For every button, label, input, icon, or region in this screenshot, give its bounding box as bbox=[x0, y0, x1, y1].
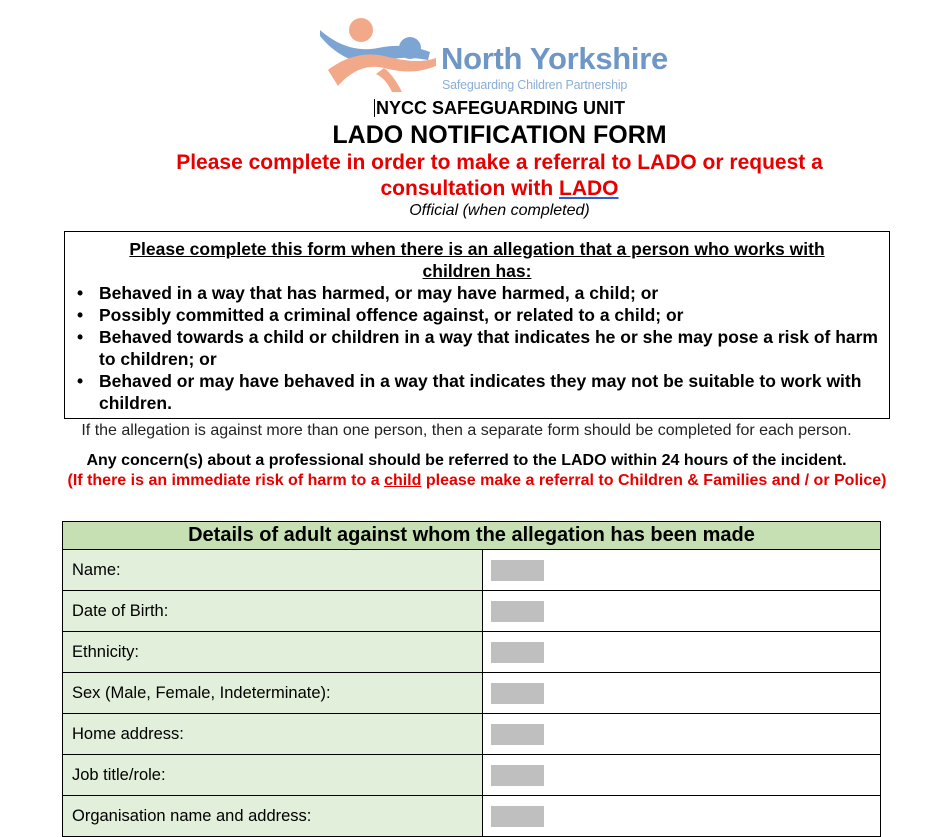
dob-cell bbox=[483, 591, 880, 631]
form-title: LADO NOTIFICATION FORM bbox=[332, 121, 667, 149]
table-row bbox=[63, 550, 880, 591]
logo-title: North Yorkshire bbox=[441, 41, 668, 76]
immediate-risk-note bbox=[62, 471, 892, 491]
logo bbox=[318, 12, 688, 96]
instruction-line-2-prefix: consultation with bbox=[380, 177, 559, 200]
multiple-person-note: If the allegation is against more than one person, then a separate form should be completed for each person. bbox=[81, 422, 852, 439]
criteria-heading bbox=[65, 238, 889, 282]
sex-field[interactable] bbox=[491, 683, 544, 704]
name-field[interactable] bbox=[491, 560, 544, 581]
ethnicity-field[interactable] bbox=[491, 642, 544, 663]
classification-label: Official (when completed) bbox=[409, 202, 590, 219]
table-row bbox=[63, 796, 880, 837]
criteria-item: • Possibly committed a criminal offence against, or related to a child; or bbox=[75, 304, 881, 326]
criteria-box bbox=[64, 231, 890, 419]
job-title-field[interactable] bbox=[491, 765, 544, 786]
home-address-cell bbox=[483, 714, 880, 754]
logo-figures-icon bbox=[318, 12, 443, 96]
job-title-label: Job title/role: bbox=[63, 755, 483, 795]
name-label: Name: bbox=[63, 550, 483, 590]
table-row bbox=[63, 673, 880, 714]
criteria-list bbox=[75, 282, 881, 414]
organisation-label: Organisation name and address: bbox=[63, 796, 483, 836]
criteria-heading-line-1: Please complete this form when there is an allegation that a person who works with bbox=[129, 239, 825, 259]
unit-heading-text: NYCC SAFEGUARDING UNIT bbox=[375, 98, 625, 118]
lado-link[interactable]: LADO bbox=[559, 177, 619, 200]
instruction-line-2 bbox=[0, 177, 939, 201]
immediate-risk-suffix: please make a referral to Children & Families and / or Police) bbox=[421, 472, 887, 489]
instruction-line-1: Please complete in order to make a referral to LADO or request a bbox=[176, 151, 823, 174]
dob-field[interactable] bbox=[491, 601, 544, 622]
ethnicity-cell bbox=[483, 632, 880, 672]
child-link[interactable]: child bbox=[384, 472, 422, 489]
table-row bbox=[63, 591, 880, 632]
criteria-item: • Behaved or may have behaved in a way that indicates they may not be suitable to work with children. bbox=[75, 370, 881, 414]
unit-heading bbox=[0, 98, 939, 119]
table-row bbox=[63, 714, 880, 755]
table-row bbox=[63, 755, 880, 796]
criteria-item: • Behaved towards a child or children in a way that indicates he or she may pose a risk of harm to children; or bbox=[75, 326, 881, 370]
home-address-field[interactable] bbox=[491, 724, 544, 745]
table-row bbox=[63, 632, 880, 673]
name-cell bbox=[483, 550, 880, 590]
adult-details-table bbox=[62, 521, 881, 837]
adult-details-heading: Details of adult against whom the allegation has been made bbox=[63, 522, 880, 550]
text-cursor bbox=[374, 99, 375, 117]
home-address-label: Home address: bbox=[63, 714, 483, 754]
immediate-risk-prefix: (If there is an immediate risk of harm to a bbox=[67, 472, 385, 489]
criteria-item: • Behaved in a way that has harmed, or may have harmed, a child; or bbox=[75, 282, 881, 304]
criteria-heading-line-2: children has: bbox=[422, 261, 532, 281]
timeframe-note: Any concern(s) about a professional should be referred to the LADO within 24 hours of the incident. bbox=[86, 452, 847, 469]
ethnicity-label: Ethnicity: bbox=[63, 632, 483, 672]
dob-label: Date of Birth: bbox=[63, 591, 483, 631]
sex-cell bbox=[483, 673, 880, 713]
organisation-cell bbox=[483, 796, 880, 836]
logo-subtitle: Safeguarding Children Partnership bbox=[442, 78, 628, 92]
sex-label: Sex (Male, Female, Indeterminate): bbox=[63, 673, 483, 713]
job-title-cell bbox=[483, 755, 880, 795]
